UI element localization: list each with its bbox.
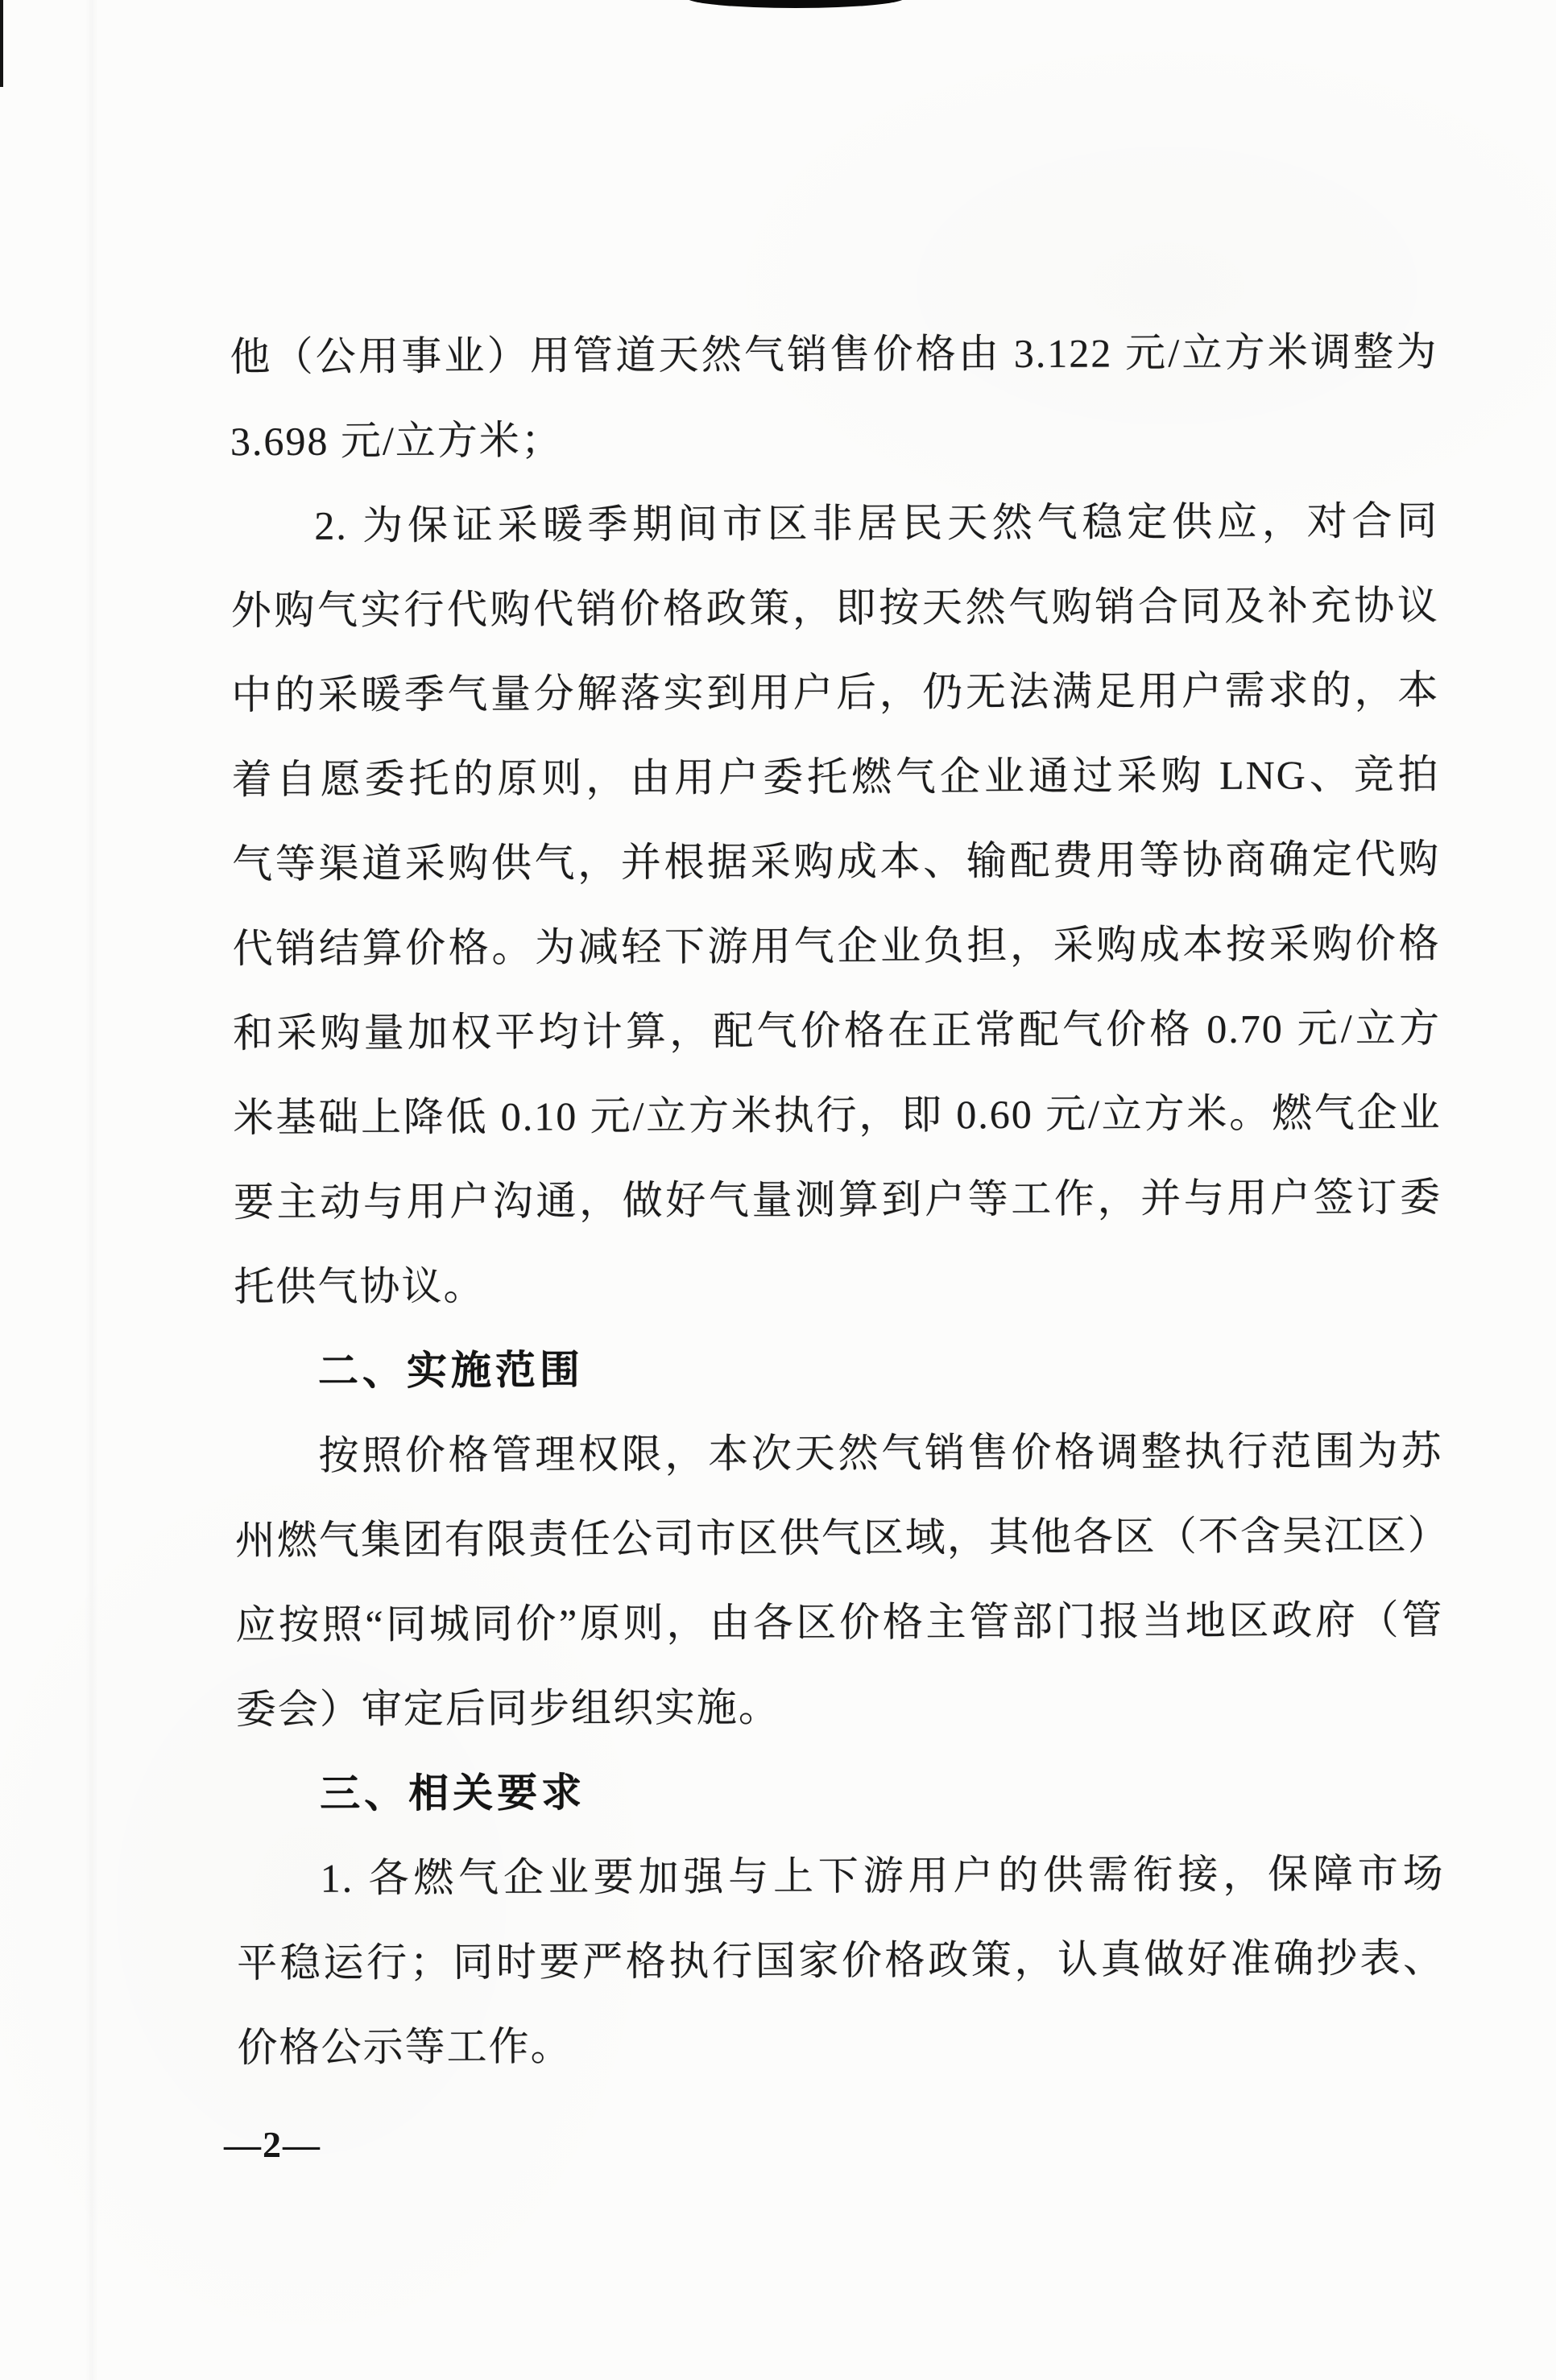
document-line: 委会）审定后同步组织实施。 [235, 1684, 780, 1733]
page-number: —2— [224, 2124, 321, 2165]
scan-crease [85, 0, 98, 2380]
document-line: 按照价格管理权限，本次天然气销售价格调整执行范围为苏 [318, 1428, 1443, 1478]
document-line: 代销结算价格。为减轻下游用气企业负担，采购成本按采购价格 [232, 920, 1441, 972]
document-body [230, 310, 1450, 2091]
document-line: 米基础上降低 0.10 元/立方米执行，即 0.60 元/立方米。燃气企业 [233, 1089, 1442, 1141]
section-heading-related-requirements: 三、相关要求 [320, 1770, 586, 1816]
document-line: 2. 为保证采暖季期间市区非居民天然气稳定供应，对合同 [314, 498, 1439, 548]
document-line: 和采购量加权平均计算，配气价格在正常配气价格 0.70 元/立方 [232, 1005, 1442, 1056]
section-heading-implementation-scope: 二、实施范围 [317, 1347, 585, 1394]
document-line: 平稳运行；同时要严格执行国家价格政策，认真做好准确抄表、 [237, 1935, 1446, 1986]
document-line: 气等渠道采购供气，并根据采购成本、输配费用等协商确定代购 [232, 836, 1441, 887]
scan-artifact-top-edge [686, 0, 905, 8]
document-line: 着自愿委托的原则，由用户委托燃气企业通过采购 LNG、竞拍 [231, 751, 1440, 803]
document-line: 3.698 元/立方米； [230, 417, 563, 465]
document-line: 托供气协议。 [234, 1262, 486, 1310]
document-line: 州燃气集团有限责任公司市区供气区域，其他各区（不含吴江区） [234, 1512, 1450, 1564]
document-line: 他（公用事业）用管道天然气销售价格由 3.122 元/立方米调整为 [230, 328, 1438, 380]
document-line: 应按照“同城同价”原则，由各区价格主管部门报当地区政府（管 [235, 1597, 1444, 1648]
document-line: 外购气实行代购代销价格政策，即按天然气购销合同及补充协议 [230, 582, 1439, 634]
document-line: 要主动与用户沟通，做好气量测算到户等工作，并与用户签订委 [233, 1174, 1442, 1225]
document-line: 价格公示等工作。 [237, 2023, 573, 2071]
document-line: 中的采暖季气量分解落实到用户后，仍无法满足用户需求的，本 [231, 667, 1440, 718]
scan-artifact-left-edge [0, 0, 3, 87]
document-line: 1. 各燃气企业要加强与上下游用户的供需衔接，保障市场 [320, 1850, 1445, 1901]
